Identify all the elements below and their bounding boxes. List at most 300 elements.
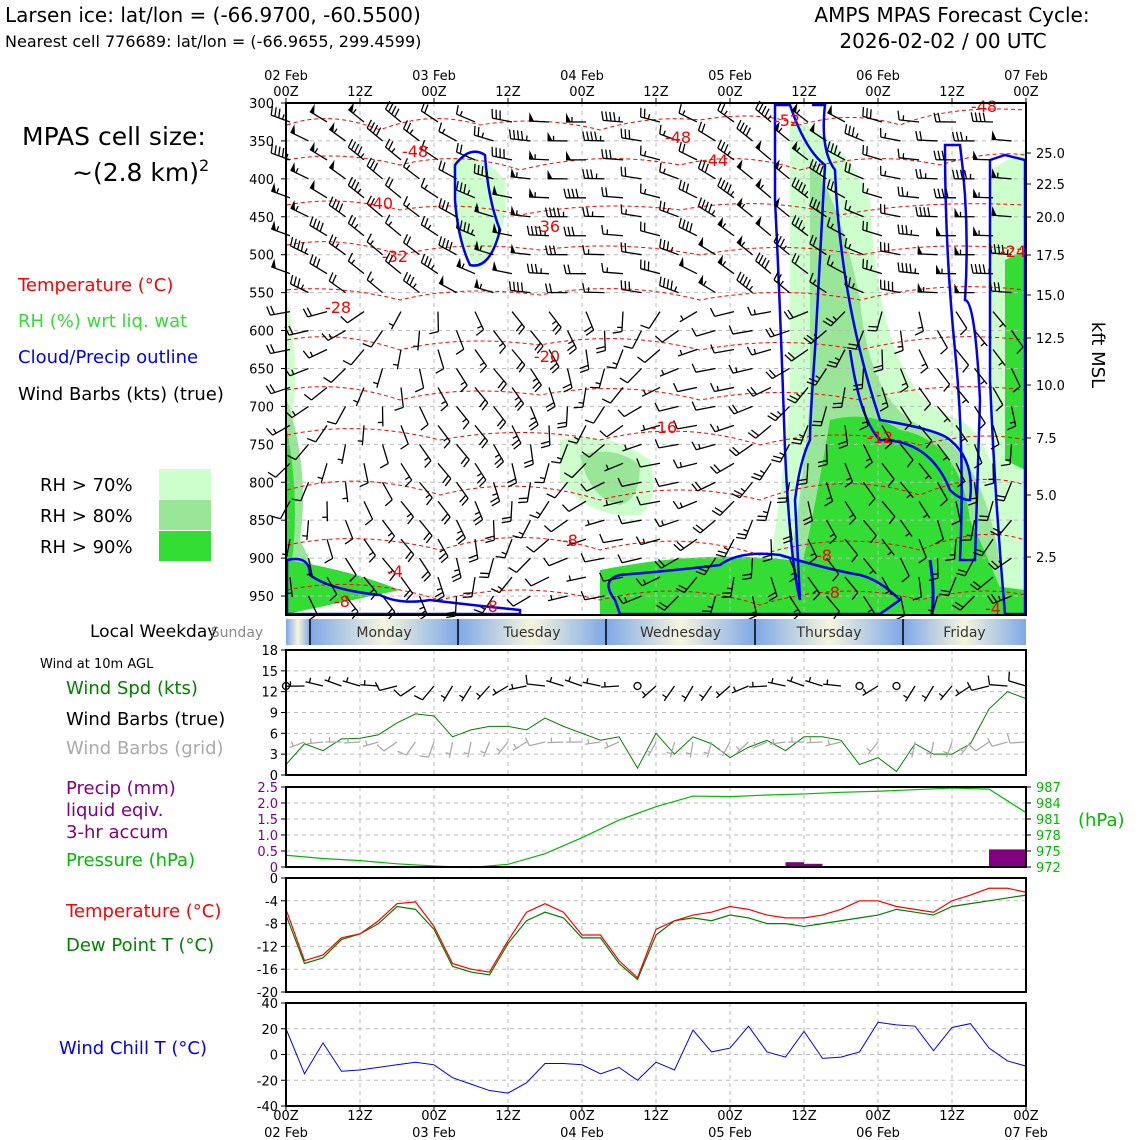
isotherm-label: -8 (482, 597, 498, 616)
wind-barb (693, 520, 716, 533)
wind-barb (564, 189, 586, 198)
wind-barb (768, 406, 790, 420)
wind-barb (698, 237, 715, 255)
wind-barb (788, 737, 804, 742)
wind-barb (383, 482, 393, 506)
wind-barb (557, 406, 567, 427)
wind-barb (326, 737, 342, 742)
wind-barb (566, 151, 586, 160)
wind-barb (383, 520, 395, 543)
legend-temperature-line: Temperature (°C) (66, 901, 222, 922)
wind-barb (404, 120, 420, 140)
wind-barb (329, 197, 345, 217)
wind-barb (988, 738, 1008, 746)
wind-barb (380, 444, 388, 468)
wind-barb (637, 350, 660, 363)
wind-barb (490, 482, 499, 506)
wind-barb (322, 331, 346, 341)
wind-barb (474, 501, 483, 525)
wind-barb (303, 308, 327, 317)
wind-barb (678, 350, 697, 357)
wind-barb (386, 139, 401, 160)
wind-barb (456, 331, 464, 355)
wind-barb (618, 555, 641, 563)
y-tick-label: 15 (261, 664, 278, 680)
temperature-line (286, 888, 1026, 977)
wind-barb (565, 677, 582, 686)
weekday-name: Sunday (210, 625, 264, 641)
rh-swatch-70 (159, 469, 211, 499)
wind-barb (567, 331, 576, 355)
wind-barb (511, 206, 531, 217)
wind-barb (367, 120, 382, 141)
wind-barb (529, 188, 549, 198)
wind-barb (439, 275, 457, 292)
wind-barb (774, 159, 789, 179)
wind-barb (581, 553, 604, 561)
y-tick-label: 1.0 (257, 829, 278, 844)
wind-barb (360, 463, 368, 486)
wind-barb (922, 686, 933, 701)
legend-temperature: Temperature (°C) (18, 275, 174, 296)
wind-barb (737, 159, 753, 179)
isotherm-label: -8 (562, 531, 578, 550)
pressure-tick-label: 850 (249, 514, 274, 530)
bottom-tick-hour: 12Z (643, 1109, 669, 1124)
wind-barb (475, 463, 486, 486)
wind-barb (718, 102, 734, 122)
wind-barb (898, 262, 919, 273)
wind-barb (271, 144, 290, 160)
wind-barb (583, 131, 605, 141)
wind-barb (303, 350, 327, 359)
isotherm-label: -20 (533, 347, 561, 366)
wind-barb (711, 345, 734, 354)
wind-barb (916, 131, 938, 141)
wind-barb (439, 236, 457, 254)
pressure-tick-label: 981 (1036, 813, 1061, 828)
pressure-unit: (hPa) (1078, 810, 1125, 831)
wind-barb (621, 242, 641, 254)
wind-barb (546, 208, 568, 217)
wind-barb (529, 112, 549, 122)
wind-barb (338, 444, 346, 464)
wind-barb (310, 180, 327, 198)
wind-barb (602, 263, 623, 274)
kft-tick-label: 22.5 (1036, 178, 1065, 193)
wind-barb (421, 254, 438, 274)
wind-barb (364, 539, 375, 562)
wind-barb (692, 402, 715, 410)
wind-barb (655, 519, 679, 527)
wind-barb (655, 403, 679, 411)
wind-barb (698, 198, 715, 217)
wind-barb (502, 501, 512, 522)
wind-barb (682, 686, 693, 702)
wind-barb (674, 420, 697, 429)
kft-tick-label: 17.5 (1036, 249, 1065, 264)
isotherm-label: -32 (381, 247, 409, 266)
wind-barb (512, 387, 524, 410)
wind-barb (641, 222, 660, 236)
wind-barb (404, 196, 420, 216)
wind-barb (655, 331, 678, 343)
top-tick-hour: 00Z (865, 85, 891, 100)
top-tick-hour: 00Z (1013, 85, 1039, 100)
wind-barb (898, 187, 919, 198)
wind-barb (544, 520, 567, 532)
wind-barb (943, 742, 952, 757)
wind-barb (766, 328, 790, 337)
bottom-tick-hour: 12Z (939, 1109, 965, 1124)
wind-barb (512, 425, 521, 449)
top-tick-hour: 00Z (569, 85, 595, 100)
wind-barb (655, 439, 678, 448)
bottom-tick-hour: 12Z (791, 1109, 817, 1124)
wind-barb (497, 742, 508, 754)
wind-barb (660, 239, 679, 255)
pressure-tick-label: 450 (249, 210, 274, 226)
wind-barb (583, 283, 605, 293)
wind-barb (692, 328, 716, 336)
wind-barb (548, 132, 568, 141)
wind-barb (770, 739, 786, 744)
cell-size-label: MPAS cell size: (22, 122, 206, 151)
y-tick-label: -40 (256, 1100, 278, 1115)
wind-barb (348, 102, 364, 122)
wind-barb (271, 183, 290, 198)
isotherm-label: -8 (334, 592, 350, 611)
wind-barb (420, 482, 433, 505)
wind-barb (583, 169, 605, 179)
kft-tick-label: 10.0 (1036, 379, 1065, 394)
wind-barb (525, 738, 545, 746)
wind-barb (915, 312, 923, 335)
wind-barb (602, 187, 623, 198)
wind-barb (621, 280, 641, 292)
top-tick-hour: 00Z (421, 85, 447, 100)
wind-barb (492, 109, 512, 122)
pressure-tick-label: 972 (1036, 861, 1061, 876)
wind-barb (807, 738, 823, 743)
top-tick-hour: 00Z (717, 85, 743, 100)
wind-barb (1007, 734, 1026, 743)
y-tick-label: 12 (261, 685, 278, 701)
wind-barb (823, 680, 841, 686)
wind-barb (969, 742, 989, 751)
wind-barb (747, 347, 771, 355)
wind-barb (307, 738, 323, 743)
wind-barb (343, 350, 364, 365)
wind-barb (494, 368, 507, 391)
wind-barb (494, 406, 506, 429)
wind-barb (457, 444, 470, 467)
legend-pressure: Pressure (hPa) (66, 850, 196, 871)
pressure-tick-label: 700 (249, 400, 274, 416)
wind-barb (881, 128, 901, 141)
wind-barb (674, 383, 697, 391)
bottom-tick-hour: 00Z (569, 1109, 595, 1124)
wind-barb (602, 387, 623, 403)
wind-barb (600, 425, 623, 437)
wind-barb (544, 558, 568, 566)
wind-barb (363, 331, 383, 348)
wind-barb (527, 264, 549, 274)
wind-barb (566, 737, 582, 742)
wind-barb (956, 686, 971, 696)
wind-barb (291, 162, 309, 179)
wind-barb (660, 277, 679, 293)
wind-barb (602, 225, 623, 236)
wind-barb (600, 534, 623, 543)
wind-chill-line (286, 1022, 1026, 1093)
kft-tick-label: 25.0 (1036, 147, 1065, 162)
bottom-tick-date: 03 Feb (412, 1126, 456, 1140)
wind-panel (261, 644, 1026, 784)
y-tick-label: 0 (269, 1048, 278, 1064)
wind-barb (919, 350, 928, 374)
wind-barb (574, 387, 586, 407)
wind-barb (348, 177, 364, 198)
legend-wind-chill: Wind Chill T (°C) (59, 1038, 207, 1059)
wind-barb (699, 686, 711, 701)
weekday-name: Tuesday (503, 625, 561, 641)
wind-barb (546, 387, 555, 411)
legend-wind-speed: Wind Spd (kts) (66, 678, 198, 699)
wind-barb (457, 105, 475, 122)
wind-barb (601, 682, 619, 687)
wind-barb (438, 539, 448, 563)
wind-barb (325, 677, 342, 686)
wind-barb (863, 686, 878, 695)
wind-barb (398, 742, 416, 755)
wind-barb (457, 482, 469, 505)
wind-barb (867, 742, 878, 755)
wind-barb (898, 149, 919, 160)
isotherm-label: -12 (866, 428, 894, 447)
wind-barb (549, 312, 561, 335)
isotherm-label: -44 (701, 151, 729, 170)
wind-barb (583, 678, 601, 686)
y-tick-label: -8 (265, 917, 278, 933)
wind-barb (464, 742, 471, 758)
wind-barb (419, 742, 434, 757)
wind-barb (291, 275, 309, 293)
legend-accum: 3-hr accum (66, 822, 169, 843)
top-tick-date: 06 Feb (856, 69, 900, 84)
wind-barb (692, 442, 716, 450)
wind-barb (271, 258, 290, 273)
wind-barb (863, 107, 882, 122)
rh-swatch-90 (159, 531, 211, 561)
wind-barb (916, 207, 938, 217)
wind-barb (496, 539, 512, 558)
wind-barb (881, 204, 901, 217)
wind-barb (343, 677, 360, 686)
y-tick-label: -12 (256, 940, 278, 956)
wind-barb (692, 364, 715, 372)
wind-barb (787, 677, 804, 686)
wind-barb (310, 217, 327, 236)
wind-barb (435, 577, 444, 601)
legend-cloud: Cloud/Precip outline (18, 347, 199, 368)
wind-barb (329, 122, 345, 141)
wind-barb (712, 501, 734, 515)
bottom-tick-date: 05 Feb (708, 1126, 752, 1140)
wind-barb (641, 259, 660, 273)
isotherm-label: -16 (650, 418, 678, 437)
wind-barb (583, 207, 605, 217)
wind-barb (768, 678, 786, 686)
wind-barb (956, 312, 967, 335)
wind-barb (737, 272, 753, 293)
wind-barb (566, 113, 586, 122)
pressure-tick-label: 300 (249, 97, 274, 112)
wind-barb (342, 482, 347, 502)
wind-barb (939, 686, 952, 700)
wind-barb (377, 742, 397, 751)
wind-barb (732, 482, 753, 498)
wind-barb (367, 234, 382, 255)
wind-barb (748, 425, 771, 438)
rh-legend-70: RH > 70% (40, 475, 133, 496)
wind-barb (307, 425, 327, 442)
wind-barb (596, 331, 605, 353)
wind-barb (509, 558, 531, 572)
wind-barb (718, 255, 734, 274)
wind-barb (513, 742, 527, 750)
wind-barb (329, 160, 345, 179)
wind-barb (373, 368, 382, 387)
wind-barb (535, 463, 549, 482)
wind-barb (548, 170, 568, 179)
isotherm-label: -28 (324, 298, 352, 317)
pressure-tick-label: 550 (249, 286, 274, 302)
isotherm-label: -8 (816, 546, 832, 565)
kft-tick-label: 12.5 (1036, 332, 1065, 347)
wind-barb (729, 326, 752, 335)
bottom-tick-hour: 00Z (421, 1109, 447, 1124)
wind-barb (756, 253, 771, 274)
wind-barb (441, 686, 452, 701)
wind-barb (271, 106, 290, 122)
top-tick-date: 04 Feb (560, 69, 604, 84)
top-tick-hour: 00Z (273, 85, 299, 100)
y-tick-label: -20 (256, 1074, 278, 1090)
wind-barb (436, 350, 444, 374)
wind-barb (492, 261, 512, 274)
wind-barb (748, 307, 771, 315)
wind-barb (291, 237, 309, 255)
wind-barb (511, 168, 531, 179)
wind-barb (457, 368, 468, 391)
wind-barb (756, 178, 771, 198)
wind-barb (881, 280, 901, 293)
wind-barb (716, 539, 734, 557)
y-tick-label: 20 (261, 1022, 278, 1038)
wind-barb (291, 200, 309, 217)
wind-barb (680, 312, 697, 322)
wind-barb (492, 147, 512, 160)
precip-pressure-panel (257, 781, 1061, 876)
wind-barb (413, 331, 419, 351)
wind-barb (510, 130, 531, 141)
wind-barb (322, 501, 327, 521)
wind-barb (526, 675, 545, 686)
wind-barb (756, 140, 771, 160)
wind-barb (393, 350, 401, 370)
wind-barb (973, 150, 993, 160)
pressure-tick-label: 900 (249, 552, 274, 568)
isotherm-label: -4 (387, 562, 403, 581)
wind-barb (479, 558, 493, 577)
rh-legend-90: RH > 90% (40, 537, 133, 558)
wind-barb (546, 677, 563, 686)
wind-barb (271, 220, 290, 235)
y-tick-label: 6 (269, 727, 278, 743)
wind-barb (421, 178, 438, 198)
y-tick-label: 3 (269, 748, 278, 764)
isotherm-label: -36 (533, 217, 561, 236)
bottom-tick-hour: 00Z (865, 1109, 891, 1124)
wind-barb (642, 686, 656, 698)
kft-axis (1026, 147, 1065, 566)
wind-barb (660, 163, 679, 179)
wind-barb (306, 678, 323, 686)
legend-wind-barbs-grid: Wind Barbs (grid) (66, 738, 224, 759)
pressure-tick-label: 978 (1036, 829, 1061, 844)
wind-barb (736, 520, 752, 539)
pressure-tick-label: 950 (249, 590, 274, 606)
top-tick-date: 05 Feb (708, 69, 752, 84)
wind-barb (655, 478, 678, 486)
bottom-tick-hour: 12Z (347, 1109, 373, 1124)
wind-barb (375, 682, 397, 690)
wind-barb (363, 741, 378, 747)
wind-barb (452, 558, 461, 581)
wind-barb (580, 350, 589, 373)
wind-barb (679, 180, 697, 198)
isotherm-label: -8 (824, 583, 840, 602)
wind-barb (679, 257, 697, 274)
wind-barb (766, 368, 790, 378)
wind-barb (881, 242, 901, 255)
wind-barb (364, 501, 373, 525)
weekday-segment (286, 619, 310, 645)
wind-barb (327, 406, 345, 424)
isotherm-label: -52 (773, 111, 801, 130)
wind-barb (916, 169, 938, 179)
wind-barb (325, 539, 333, 563)
wind-barb (898, 111, 919, 122)
y-tick-label: 2.5 (257, 781, 278, 796)
top-tick-date: 07 Feb (1004, 69, 1048, 84)
bottom-time-axis (264, 1106, 1048, 1140)
weekday-name: Friday (943, 625, 986, 641)
wind-barb (401, 425, 409, 449)
wind-barb (955, 246, 975, 255)
top-tick-hour: 12Z (939, 85, 965, 100)
wind-barb (459, 686, 471, 701)
wind-barb (936, 265, 956, 274)
rh-swatch-80 (159, 500, 211, 530)
calm-circle (893, 683, 900, 690)
wind-barb (938, 331, 948, 355)
wind-barb (827, 105, 845, 122)
bottom-tick-hour: 00Z (717, 1109, 743, 1124)
wind-barb (367, 272, 382, 293)
wind-barb (494, 444, 504, 468)
